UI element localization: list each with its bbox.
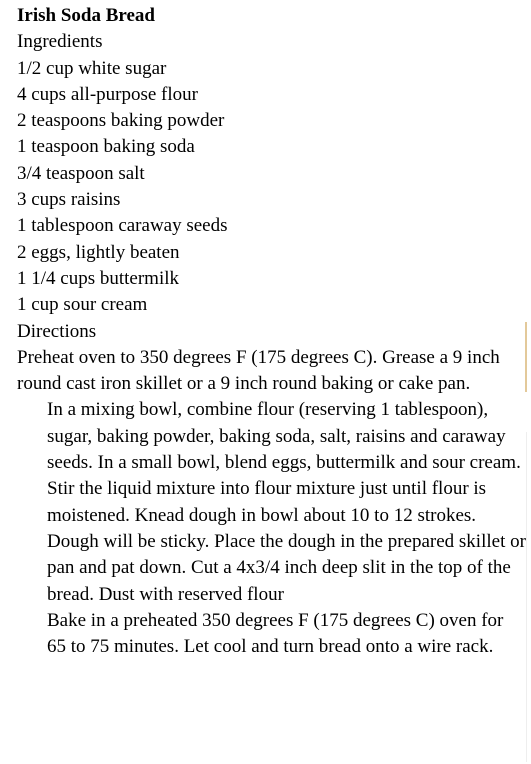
ingredients-heading: Ingredients: [17, 31, 103, 53]
ingredient-item: 1 teaspoon baking soda: [17, 136, 195, 158]
ingredient-item: 4 cups all-purpose flour: [17, 83, 198, 105]
ingredient-item: 1/2 cup white sugar: [17, 57, 167, 79]
ingredient-item: 2 teaspoons baking powder: [17, 110, 225, 132]
ingredients-list: [17, 56, 527, 319]
direction-step: In a mixing bowl, combine flour (reserving 1 tablespoon), sugar, baking powder, baking soda, salt, raisins and caraway seeds. In a small bowl, blend eggs, buttermilk and sour cream. Stir the liquid mixture into flour mixture just until flour is moistened. Knead dough in bowl about 10 to 12 strokes. Dough will be sticky. Place the dough in the prepared skillet or pan and pat down. Cut a 4x3/4 inch deep slit in the top of the bread. Dust with reserved flour: [47, 399, 526, 605]
directions-list: [17, 345, 527, 661]
recipe-document: [17, 3, 527, 660]
directions-heading: Directions: [17, 320, 97, 342]
ingredient-item: 3 cups raisins: [17, 189, 121, 211]
direction-step: Bake in a preheated 350 degrees F (175 degrees C) oven for 65 to 75 minutes. Let cool and turn bread onto a wire rack.: [47, 609, 504, 658]
ingredient-item: 3/4 teaspoon salt: [17, 162, 145, 184]
ingredient-item: 2 eggs, lightly beaten: [17, 241, 180, 263]
ingredient-item: 1 1/4 cups buttermilk: [17, 267, 180, 289]
page-edge-marker: [525, 322, 527, 392]
ingredient-item: 1 tablespoon caraway seeds: [17, 215, 228, 237]
direction-step: Preheat oven to 350 degrees F (175 degrees C). Grease a 9 inch round cast iron skillet or a 9 inch round baking or cake pan.: [17, 346, 500, 395]
page-edge-line: [526, 432, 527, 762]
ingredient-item: 1 cup sour cream: [17, 294, 148, 316]
recipe-title: Irish Soda Bread: [17, 5, 155, 26]
